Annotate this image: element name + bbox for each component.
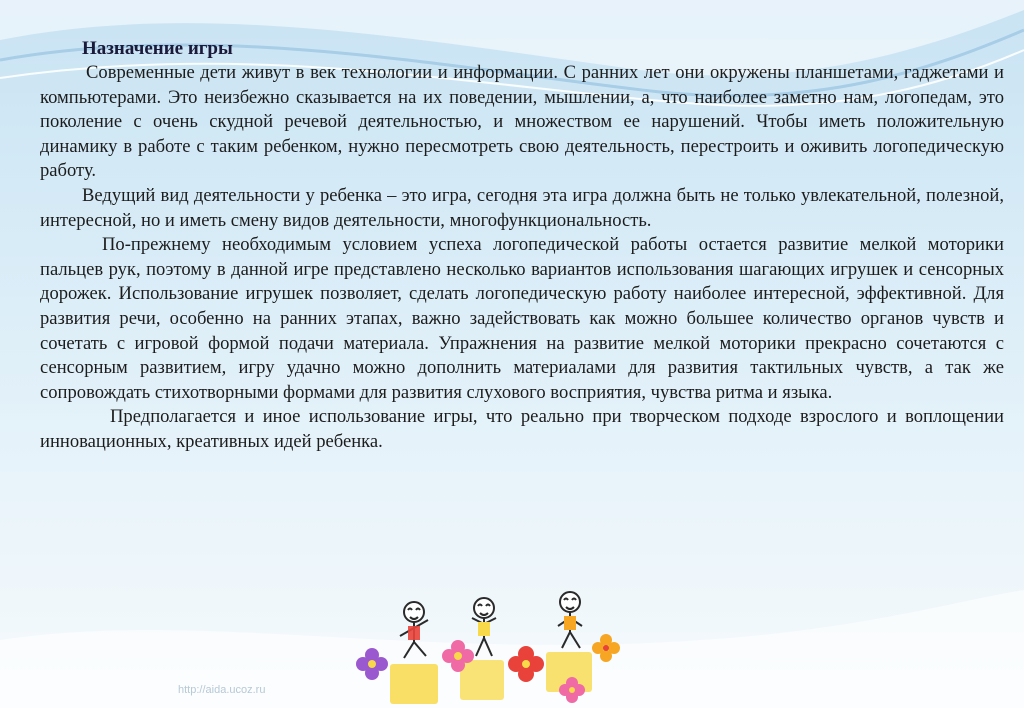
paragraph-3: По-прежнему необходимым условием успеха логопедической работы остается развитие мелкой моторики пальцев рук, поэтому в данной игре представлено несколько вариантов использования шагающих игрушек и сенсорных дорожек. Использование игрушек позволяет, сделать логопедическую работу наиболее интересной, эффективной. Для развития речи, особенно на ранних этапах, важно задействовать как можно большее количество органов чувств и сочетать с игровой формой подачи материала. Упражнения на развитие мелкой моторики прекрасно сочетаются с сенсорным развитием, игру удачно можно дополнить материалами для развития тактильных чувств, а так же сопровождать стихотворными формами для развития слухового восприятия, чувства ритма и языка. <box>40 234 1004 403</box>
document-title: Назначение игры <box>82 38 233 59</box>
paragraph-1: Современные дети живут в век технологии и информации. С ранних лет они окружены планшетами, гаджетами и компьютерами. Это неизбежно сказывается на их поведении, мышлении, а, что наиболее заметно нам, логопедам, это поколение с очень скудной речевой деятельностью, и множеством ее нарушений. Чтобы иметь положительную динамику в работе с таким ребенком, нужно пересмотреть свою деятельность, перестроить и оживить логопедическую работу. <box>40 62 1004 182</box>
paragraph-2: Ведущий вид деятельности у ребенка – это игра, сегодня эта игра должна быть не только увлекательной, полезной, интересной, но и иметь смену видов деятельности, многофункциональность. <box>40 184 1004 231</box>
document-body <box>40 36 1004 455</box>
paragraph-4: Предполагается и иное использование игры, что реально при творческом подходе взрослого и воплощении инновационных, креативных идей ребенка. <box>40 406 1004 452</box>
watermark-url: http://aida.ucoz.ru <box>178 684 266 696</box>
kids-on-blocks-with-flowers-icon <box>350 590 640 708</box>
